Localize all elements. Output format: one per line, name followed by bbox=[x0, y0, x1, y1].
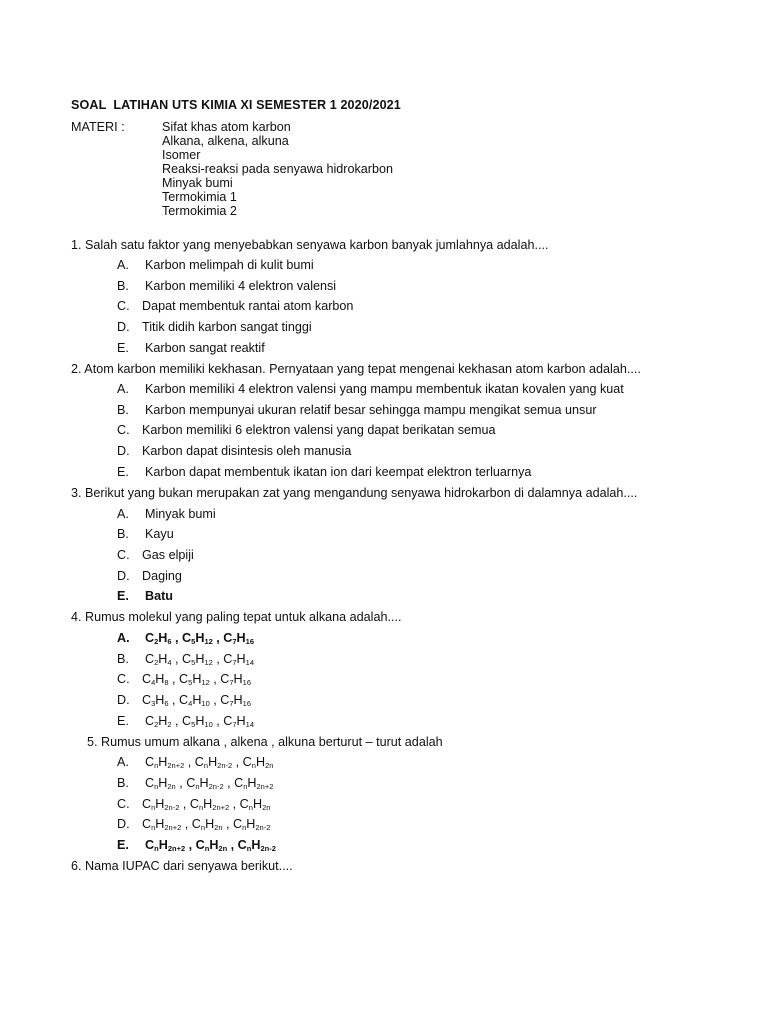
option-4c bbox=[117, 672, 251, 686]
option-text: Gas elpiji bbox=[142, 548, 194, 562]
option-text: Daging bbox=[142, 569, 182, 583]
formula: $C_nH_{2n+2}$ , $C_nH_{2n}$ , $C_nH_{2n-2}$ bbox=[145, 838, 276, 853]
option-letter: D. bbox=[117, 320, 130, 334]
option-text: Karbon dapat disintesis oleh manusia bbox=[142, 444, 352, 458]
question-5: 5. Rumus umum alkana , alkena , alkuna berturut – turut adalah bbox=[87, 735, 443, 749]
option-letter: B. bbox=[117, 652, 129, 666]
option-5d bbox=[117, 817, 270, 831]
option-letter: B. bbox=[117, 279, 129, 293]
option-text: Batu bbox=[145, 589, 173, 603]
option-5e bbox=[117, 838, 276, 852]
page-title: SOAL LATIHAN UTS KIMIA XI SEMESTER 1 2020/2021 bbox=[71, 98, 401, 112]
option-3e bbox=[117, 589, 173, 603]
option-3d bbox=[117, 569, 182, 583]
option-text: Karbon sangat reaktif bbox=[145, 341, 265, 355]
formula: $C_nH_{2n-2}$ , $C_nH_{2n+2}$ , $C_nH_{2n}$ bbox=[142, 797, 271, 812]
option-letter: A. bbox=[117, 755, 129, 769]
question-4: 4. Rumus molekul yang paling tepat untuk alkana adalah.... bbox=[71, 610, 402, 624]
formula: $C_2H_2$ , $C_5H_{10}$ , $C_7H_{14}$ bbox=[145, 714, 254, 729]
formula: $C_nH_{2n+2}$ , $C_nH_{2n-2}$ , $C_nH_{2n}$ bbox=[145, 755, 274, 770]
option-letter: B. bbox=[117, 776, 129, 790]
option-4d bbox=[117, 693, 251, 707]
option-letter: C. bbox=[117, 299, 130, 313]
option-text: Dapat membentuk rantai atom karbon bbox=[142, 299, 354, 313]
materi-list bbox=[162, 120, 393, 218]
option-letter: E. bbox=[117, 465, 129, 479]
option-text: Karbon memiliki 4 elektron valensi yang mampu membentuk ikatan kovalen yang kuat bbox=[145, 382, 624, 396]
option-3c bbox=[117, 548, 194, 562]
materi-item: Termokimia 2 bbox=[162, 204, 237, 218]
option-2e bbox=[117, 465, 531, 479]
question-3: 3. Berikut yang bukan merupakan zat yang mengandung senyawa hidrokarbon di dalamnya adalah.... bbox=[71, 486, 638, 500]
option-letter: E. bbox=[117, 589, 129, 603]
option-1c bbox=[117, 299, 353, 313]
option-letter: E. bbox=[117, 714, 129, 728]
question-6: 6. Nama IUPAC dari senyawa berikut.... bbox=[71, 859, 293, 873]
formula: $C_2H_4$ , $C_5H_{12}$ , $C_7H_{14}$ bbox=[145, 652, 254, 667]
option-letter: C. bbox=[117, 797, 130, 811]
option-letter: C. bbox=[117, 423, 130, 437]
option-letter: D. bbox=[117, 693, 130, 707]
materi-item: Reaksi-reaksi pada senyawa hidrokarbon bbox=[162, 162, 394, 176]
option-4b bbox=[117, 652, 254, 666]
option-letter: D. bbox=[117, 444, 130, 458]
materi-item: Sifat khas atom karbon bbox=[162, 120, 291, 134]
option-1e bbox=[117, 341, 265, 355]
formula: $C_4H_8$ , $C_5H_{12}$ , $C_7H_{16}$ bbox=[142, 672, 251, 687]
option-2c bbox=[117, 423, 496, 437]
option-letter: A. bbox=[117, 258, 129, 272]
question-2: 2. Atom karbon memiliki kekhasan. Pernyataan yang tepat mengenai kekhasan atom karbon adalah.... bbox=[71, 362, 641, 376]
materi-item: Termokimia 1 bbox=[162, 190, 237, 204]
option-2d bbox=[117, 444, 351, 458]
option-letter: D. bbox=[117, 569, 130, 583]
option-5a bbox=[117, 755, 273, 769]
option-letter: C. bbox=[117, 672, 130, 686]
option-text: Karbon memiliki 4 elektron valensi bbox=[145, 279, 337, 293]
option-4a bbox=[117, 631, 254, 645]
option-letter: A. bbox=[117, 382, 129, 396]
option-text: Titik didih karbon sangat tinggi bbox=[142, 320, 312, 334]
option-1b bbox=[117, 279, 336, 293]
formula: $C_2H_6$ , $C_5H_{12}$ , $C_7H_{16}$ bbox=[145, 631, 254, 646]
materi-label: MATERI : bbox=[71, 120, 125, 134]
option-text: Karbon dapat membentuk ikatan ion dari keempat elektron terluarnya bbox=[145, 465, 532, 479]
option-letter: A. bbox=[117, 507, 129, 521]
option-letter: B. bbox=[117, 403, 129, 417]
option-letter: B. bbox=[117, 527, 129, 541]
option-text: Kayu bbox=[145, 527, 174, 541]
option-5b bbox=[117, 776, 273, 790]
option-text: Karbon memiliki 6 elektron valensi yang dapat berikatan semua bbox=[142, 423, 496, 437]
option-4e bbox=[117, 714, 254, 728]
option-3b bbox=[117, 527, 174, 541]
question-1: 1. Salah satu faktor yang menyebabkan senyawa karbon banyak jumlahnya adalah.... bbox=[71, 238, 549, 252]
materi-item: Alkana, alkena, alkuna bbox=[162, 134, 289, 148]
option-1d bbox=[117, 320, 312, 334]
option-1a bbox=[117, 258, 314, 272]
option-text: Minyak bumi bbox=[145, 507, 216, 521]
option-letter: D. bbox=[117, 817, 130, 831]
option-2b bbox=[117, 403, 597, 417]
materi-item: Isomer bbox=[162, 148, 201, 162]
option-letter: E. bbox=[117, 341, 129, 355]
option-letter: E. bbox=[117, 838, 129, 852]
option-5c bbox=[117, 797, 270, 811]
materi-item: Minyak bumi bbox=[162, 176, 233, 190]
formula: $C_nH_{2n}$ , $C_nH_{2n-2}$ , $C_nH_{2n+2}$ bbox=[145, 776, 274, 791]
option-letter: A. bbox=[117, 631, 130, 645]
formula: $C_nH_{2n+2}$ , $C_nH_{2n}$ , $C_nH_{2n-2}$ bbox=[142, 817, 271, 832]
formula: $C_3H_6$ , $C_4H_{10}$ , $C_7H_{16}$ bbox=[142, 693, 251, 708]
option-3a bbox=[117, 507, 216, 521]
option-text: Karbon mempunyai ukuran relatif besar sehingga mampu mengikat semua unsur bbox=[145, 403, 597, 417]
option-text: Karbon melimpah di kulit bumi bbox=[145, 258, 314, 272]
option-letter: C. bbox=[117, 548, 130, 562]
option-2a bbox=[117, 382, 624, 396]
